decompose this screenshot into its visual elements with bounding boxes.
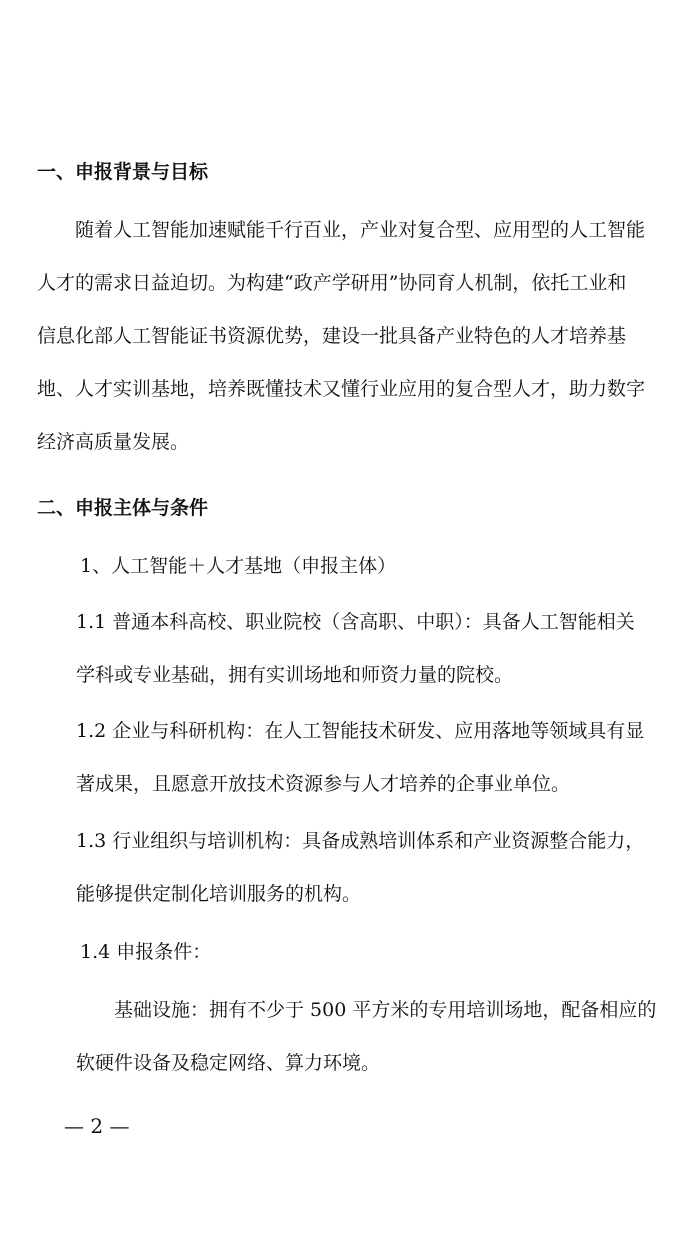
item-line: 1.2 企业与科研机构：在人工智能技术研发、应用落地等领域具有显 bbox=[76, 720, 645, 742]
facility-line: 基础设施：拥有不少于 500 平方米的专用培训场地，配备相应的 bbox=[114, 999, 657, 1021]
item-1-4-label bbox=[80, 926, 211, 979]
item-line: 1.4 申报条件： bbox=[80, 941, 212, 963]
item-line: 学科或专业基础，拥有实训场地和师资力量的院校。 bbox=[76, 664, 514, 686]
section-heading-background: 一、申报背景与目标 bbox=[37, 161, 209, 183]
paragraph-line: 经济高质量发展。 bbox=[37, 431, 190, 453]
item-line: 1.3 行业组织与培训机构：具备成熟培训体系和产业资源整合能力， bbox=[76, 830, 645, 852]
paragraph-line: 地、人才实训基地，培养既懂技术又懂行业应用的复合型人才，助力数字 bbox=[37, 378, 646, 400]
item-line: 1.1 普通本科高校、职业院校（含高职、中职）：具备人工智能相关 bbox=[76, 611, 635, 633]
paragraph-line: 随着人工智能加速赋能千行百业，产业对复合型、应用型的人工智能 bbox=[75, 219, 646, 241]
paragraph-line: 人才的需求日益迫切。为构建“政产学研用”协同育人机制，依托工业和 bbox=[37, 272, 627, 294]
background-paragraph bbox=[37, 204, 645, 469]
item-1-2 bbox=[76, 705, 644, 811]
section-heading-applicants: 二、申报主体与条件 bbox=[37, 497, 209, 519]
subheading-line: 1、人工智能＋人才基地（申报主体） bbox=[80, 555, 397, 577]
subheading-applicants bbox=[80, 540, 396, 593]
item-line: 能够提供定制化培训服务的机构。 bbox=[76, 883, 362, 905]
item-1-3 bbox=[76, 815, 644, 921]
facility-line: 软硬件设备及稳定网络、算力环境。 bbox=[76, 1052, 381, 1074]
item-1-1 bbox=[76, 596, 635, 702]
page-number: — 2 — bbox=[64, 1114, 130, 1138]
facility-paragraph bbox=[76, 984, 656, 1090]
item-line: 著成果，且愿意开放技术资源参与人才培养的企事业单位。 bbox=[76, 773, 571, 795]
paragraph-line: 信息化部人工智能证书资源优势，建设一批具备产业特色的人才培养基 bbox=[37, 325, 627, 347]
